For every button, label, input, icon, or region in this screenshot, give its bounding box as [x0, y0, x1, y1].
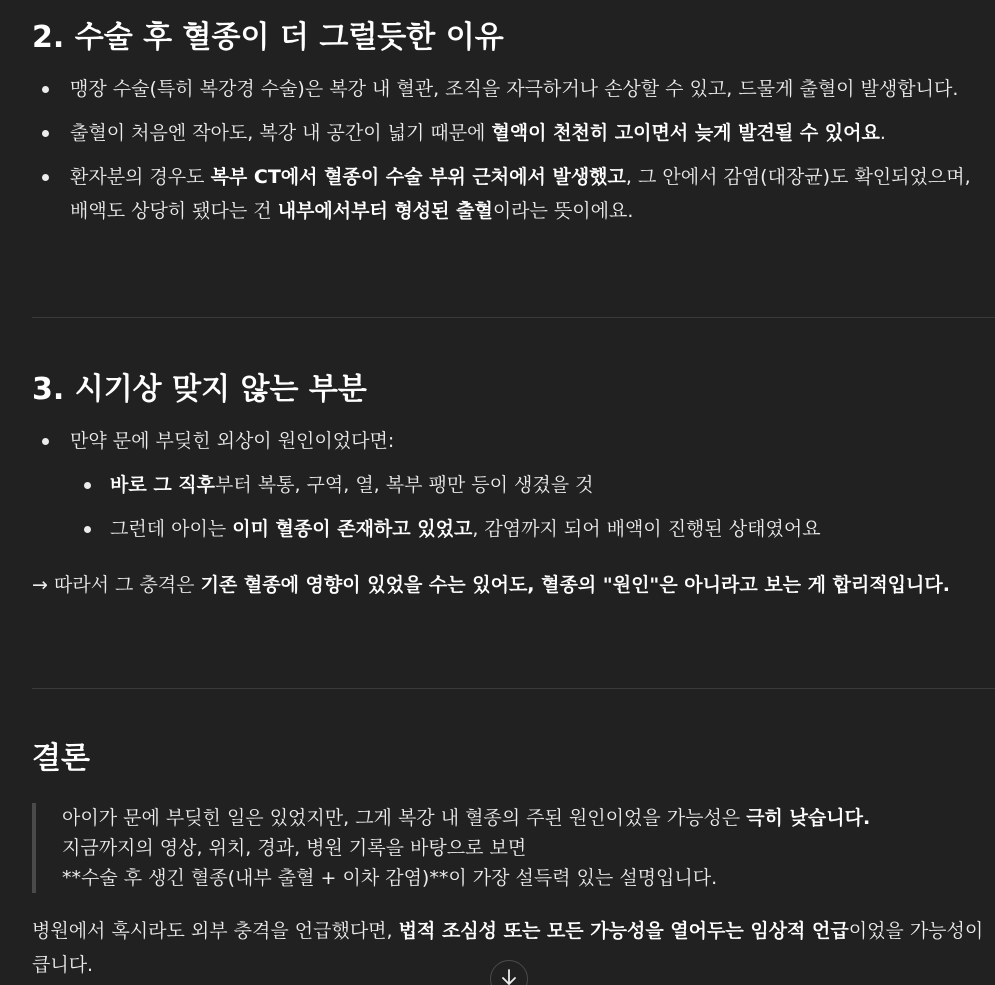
quote-line: **수술 후 생긴 혈종(내부 출혈 + 이차 감염)**이 가장 설득력 있는 설명입니다.: [62, 867, 718, 889]
bullet-text: 이라는 뜻이에요.: [492, 200, 634, 222]
bold-text: 기존 혈종에 영향이 있었을 수는 있어도, 혈종의 "원인"은 아니라고 보는 게 합리적입니다.: [200, 574, 950, 596]
section-3-list: [32, 424, 992, 556]
section-3-heading: 3. 시기상 맞지 않는 부분: [32, 372, 367, 407]
list-item: [32, 424, 992, 458]
bold-text: 복부 CT에서 혈종이 수술 부위 근처에서 발생했고: [210, 166, 626, 188]
nested-list-container: [32, 468, 992, 546]
divider: [32, 317, 995, 318]
bold-text: 바로 그 직후: [110, 474, 215, 496]
bold-text: 내부에서부터 형성된 출혈: [277, 200, 493, 222]
paragraph-text: → 따라서 그 충격은: [32, 574, 201, 596]
nested-list: [32, 468, 992, 546]
section-2-heading: 2. 수술 후 혈종이 더 그럴듯한 이유: [32, 20, 504, 55]
divider: [32, 688, 995, 689]
paragraph-text: 이었을 가능성이 큽니다.: [32, 920, 984, 976]
bullet-text: 만약 문에 부딪힌 외상이 원인이었다면:: [70, 430, 395, 452]
section-2-list: [32, 72, 992, 238]
quote-line: [62, 803, 995, 833]
paragraph-text: 병원에서 혹시라도 외부 충격을 언급했다면,: [32, 920, 399, 942]
bullet-text: 그런데 아이는: [110, 518, 233, 540]
bold-text: 극히 낮습니다.: [746, 807, 871, 829]
bullet-text: 맹장 수술(특히 복강경 수술)은 복강 내 혈관, 조직을 자극하거나 손상할 수 있고, 드물게 출혈이 발생합니다.: [70, 78, 959, 100]
conclusion-heading: 결론: [32, 741, 90, 776]
bold-text: 이미 혈종이 존재하고 있었고: [232, 518, 473, 540]
list-item: [32, 72, 992, 106]
bullet-text: , 그 안에서 감염(대장균)도 확인되었으며, 배액도 상당히 됐다는 건: [70, 166, 971, 222]
conclusion-arrow-paragraph: [32, 568, 987, 602]
bullet-text: 환자분의 경우도: [70, 166, 211, 188]
list-item: [32, 116, 992, 150]
bullet-text: 부터 복통, 구역, 열, 복부 팽만 등이 생겼을 것: [215, 474, 594, 496]
list-item: [32, 160, 992, 228]
bold-text: 법적 조심성 또는 모든 가능성을 열어두는 임상적 언급: [398, 920, 849, 942]
list-item: [32, 468, 992, 502]
quote-line: 지금까지의 영상, 위치, 경과, 병원 기록을 바탕으로 보면: [62, 837, 527, 859]
bold-text: 혈액이 천천히 고이면서 늦게 발견될 수 있어요: [491, 122, 880, 144]
arrow-down-icon: [501, 969, 517, 985]
list-item: [32, 512, 992, 546]
bullet-text: , 감염까지 되어 배액이 진행된 상태였어요: [472, 518, 821, 540]
quote-text: 아이가 문에 부딪힌 일은 있었지만, 그게 복강 내 혈종의 주된 원인이었을 가능성은: [62, 807, 747, 829]
conclusion-blockquote: [32, 803, 995, 893]
bullet-text: 출혈이 처음엔 작아도, 복강 내 공간이 넓기 때문에: [70, 122, 492, 144]
bullet-text: .: [879, 122, 886, 144]
